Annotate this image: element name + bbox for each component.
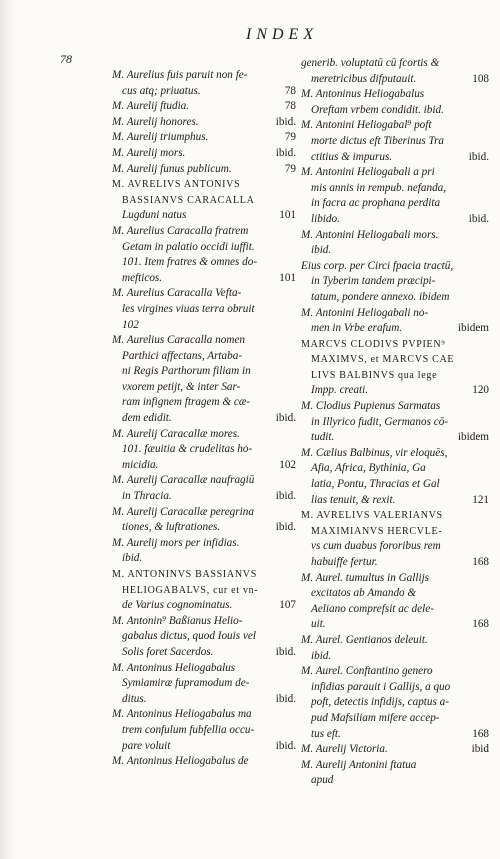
index-page-reference: ibid. [275,146,296,159]
index-entry-text: apud [311,774,334,787]
index-entry-line [301,72,489,88]
index-entry-text: M. Aurelius Caracalla Vefta- [112,287,242,300]
index-entry-line [112,645,296,661]
index-entry-line [301,306,489,322]
index-entry-line [112,99,296,115]
index-entry-text: M. Aurel. Gentianos deleuit. [301,633,428,646]
index-entry-line [301,493,489,509]
index-entry-line [112,473,296,489]
index-entry-line [301,680,489,696]
index-entry-line [301,539,489,555]
index-entry-line [301,165,489,181]
index-entry-text: infidias parauit i Gallijs, a quo [311,680,451,693]
index-page-reference: 101 [279,209,296,222]
index-entry-line [112,739,296,755]
index-entry-text: M. Clodius Pupienus Sarmatas [301,400,441,413]
index-entry-line [112,146,296,162]
index-entry-text: M. Aurelij triumphus. [112,131,209,144]
index-entry-line [301,103,489,119]
index-entry-text: M. Aurel. tumultus in Gallijs [301,571,430,584]
index-entry-text: M. Aurelij Caracallæ peregrina [112,505,254,518]
index-entry-text: Oreftam vrbem condidit. ibid. [311,103,444,116]
index-entry-line [112,676,296,692]
index-entry-line [112,536,296,552]
page-header [60,26,460,48]
index-entry-text: M. Aurelij ftudia. [112,100,190,113]
index-entry-line [112,302,296,318]
index-entry-text: M. Aurelij Caracallæ mores. [112,427,240,440]
index-entry-line [112,240,296,256]
index-page-reference: ibid. [275,692,296,705]
index-entry-line [301,352,489,368]
index-entry-line [301,181,489,197]
index-entry-line [112,754,296,770]
index-entry-text: excitatos ab Amando & [311,587,417,600]
index-entry-text: M. Antonini Heliogabali mors. [301,228,439,241]
index-entry-line [112,614,296,630]
index-entry-line [112,364,296,380]
index-entry-text: Getam in palatio occidi iuffit. [122,240,255,253]
index-entry-text: M. Aurelij honores. [112,115,199,128]
index-entry-text: morte dictus eft Tiberinus Tra [311,134,445,147]
index-entry-text: Afia, Africa, Bythinia, Ga [311,462,426,475]
index-page-reference: ibid. [275,115,296,128]
index-entry-text: 101. Item fratres & omnes do- [122,256,258,269]
running-title: INDEX [246,26,319,43]
index-entry-text: tudit. [311,431,335,444]
index-entry-line [301,321,489,337]
index-entry-text: 102 [122,318,139,331]
index-entry-text: poft, detectis infidijs, captus a- [311,696,449,709]
index-entry-text: M. Antoninus Heliogabalus de [112,755,249,768]
index-entry-line [301,555,489,571]
index-entry-line [112,162,296,178]
index-entry-text: M. Aurelius fuis paruit non fe- [112,69,248,81]
index-entry-line [112,271,296,287]
index-entry-line [112,177,296,193]
index-entry-text: mefticos. [122,271,163,284]
index-entry-line [301,383,489,399]
index-entry-text: Lugduni natus [122,209,187,222]
index-entry-text: ni Regis Parthorum filiam in [122,365,251,378]
index-entry-line [301,773,489,789]
index-entry-text: micidia. [122,458,159,471]
index-page-reference: 78 [284,84,296,97]
index-entry-text: ibid. [122,552,143,565]
index-page-reference: ibidem [457,431,489,444]
index-entry-text: ram infignem ftragem & cæ- [122,396,251,409]
index-entry-line [112,551,296,567]
index-entry-line [112,707,296,723]
index-entry-line [301,695,489,711]
index-entry-line [301,430,489,446]
index-entry-text: MARCVS CLODIVS PVPIEN⁹ [301,338,446,350]
index-entry-line [112,629,296,645]
index-entry-text: M. Antoninus Heliogabalus [112,661,236,674]
index-entry-line [301,508,489,524]
index-page-reference: ibid. [275,739,296,752]
index-entry-text: libido. [311,212,340,225]
index-entry-text: M. Antonin⁹ Baßianus Helio- [112,614,243,627]
index-entry-text: de Varius cognominatus. [122,599,233,612]
index-entry-text: lias tenuit, & rexit. [311,493,396,506]
index-entry-line [301,337,489,353]
index-page-reference: ibid. [275,490,296,503]
index-entry-line [112,723,296,739]
index-entry-text: 101. fæuitia & crudelitas ho- [122,443,253,456]
index-entry-text: Impp. creati. [311,384,369,397]
index-entry-text: in facra ac prophana perdita [311,197,441,210]
index-entry-text: LIVS BALBINVS qua lege [311,369,438,381]
page-number: 78 [60,52,72,66]
index-page-reference: ibid. [275,412,296,425]
index-entry-line [301,602,489,618]
index-page-reference: 79 [284,162,296,175]
index-page-reference: 101 [279,271,296,284]
index-entry-text: Solis foret Sacerdos. [122,645,214,658]
index-entry-text: men in Vrbe erafum. [311,322,403,335]
index-entry-text: M. Antoninus Heliogabalus [301,88,425,101]
index-entry-text: cus atq; priuatus. [122,84,201,97]
index-entry-line [112,442,296,458]
index-entry-line [301,368,489,384]
index-entry-line [301,228,489,244]
index-page-reference: 107 [279,599,296,612]
index-entry-text: in Tyberim tandem præcipi- [311,275,436,288]
index-entry-text: BASSIANVS CARACALLA [122,194,255,206]
index-entry-text: M. Aurelij Victoria. [301,743,388,756]
index-entry-text: pare voluit [122,739,171,752]
index-entry-text: M. Cælius Balbinus, vir eloquēs, [301,446,448,459]
index-entry-line [301,415,489,431]
index-entry-line [112,286,296,302]
index-entry-line [112,318,296,334]
index-page-reference: 168 [472,556,489,568]
index-entry-text: ibid. [311,649,332,662]
index-entry-text: uit. [311,618,326,631]
index-entry-line [112,115,296,131]
index-entry-line [301,461,489,477]
index-entry-line [112,458,296,474]
index-entry-text: vs cum duabus fororibus rem [311,540,441,553]
index-entry-text: MAXIMIANVS HERCVLE- [311,525,443,537]
index-entry-text: pud Mafsiliam mifere accep- [311,711,440,724]
index-entry-text: M. AVRELIVS ANTONIVS [112,179,241,191]
index-page-reference: 78 [284,100,296,113]
index-entry-text: MAXIMVS, et MARCVS CAE [311,354,455,366]
index-entry-line [112,427,296,443]
index-entry-text: Eius corp. per Circi fpacia tractū, [301,259,454,272]
index-entry-line [301,664,489,680]
index-entry-text: M. Aurelius Caracalla nomen [112,334,245,347]
index-entry-line [301,259,489,275]
index-page-reference: ibid [471,743,489,756]
index-entry-line [301,290,489,306]
index-column-left [112,68,296,770]
index-entry-line [301,243,489,259]
index-entry-line [112,224,296,240]
index-page-reference: 108 [472,72,489,85]
index-page-reference: 168 [472,727,489,740]
index-entry-text: Symiamiræ fupramodum de- [122,677,250,690]
index-entry-text: in Illyrico fudit, Germanos cō- [311,415,449,428]
index-entry-text: Aeliano comprefsit ac dele- [311,602,434,615]
index-page-reference: 102 [279,458,296,471]
index-entry-line [301,649,489,665]
index-entry-line [301,196,489,212]
index-entry-line [112,505,296,521]
index-page-reference: 79 [284,131,296,144]
index-entry-line [301,87,489,103]
index-entry-text: meretricibus difputauit. [311,72,417,85]
index-entry-line [112,567,296,583]
index-entry-line [112,130,296,146]
index-entry-text: M. ANTONINVS BASSIANVS [112,569,257,580]
index-page-reference: ibid. [468,212,489,225]
index-entry-text: M. Aurelij Caracallæ naufragiū [112,474,255,487]
index-entry-line [112,349,296,365]
index-entry-text: mis annis in rempub. nefanda, [311,181,447,194]
index-entry-text: dem edidit. [122,412,172,425]
index-entry-text: tiones, & luftrationes. [122,521,221,534]
index-entry-text: M. Aurelij mors per infidias. [112,536,240,549]
index-entry-text: ctitius & impurus. [311,150,393,163]
index-entry-text: Parthici affectans, Artaba- [122,349,243,362]
index-entry-line [112,520,296,536]
index-entry-line [301,477,489,493]
index-entry-line [112,68,296,84]
index-entry-line [301,399,489,415]
index-page-reference: 168 [472,618,489,631]
index-entry-text: vxorem petijt, & inter Sar- [122,380,241,393]
index-entry-text: M. Antonini Heliogabali no- [301,306,429,319]
index-entry-line [301,727,489,743]
index-entry-text: generib. voluptatū cū fcortis & [301,57,440,69]
index-entry-line [112,208,296,224]
index-entry-text: ditus. [122,692,147,705]
index-entry-text: ibid. [311,244,332,257]
index-page-reference: ibid. [275,645,296,658]
index-entry-text: M. AVRELIVS VALERIANVS [301,510,443,522]
index-entry-text: HELIOGABALVS, cur et vn- [122,584,259,596]
index-entry-text: habuiffe fertur. [311,556,378,568]
index-entry-text: gabalus dictus, quod Iouis vel [122,630,256,643]
index-entry-line [112,380,296,396]
index-column-right [301,56,489,789]
page-gutter-shadow [0,0,14,859]
index-page-reference: ibid. [275,521,296,534]
index-entry-line [301,446,489,462]
index-entry-text: trem confulum fubfellia occu- [122,723,255,736]
index-entry-line [301,150,489,166]
index-entry-line [301,571,489,587]
index-entry-text: M. Aurelius Caracalla fratrem [112,224,249,237]
index-entry-line [301,524,489,540]
index-entry-text: M. Aurel. Conftantino genero [301,665,433,678]
index-entry-line [301,56,489,72]
index-entry-line [301,118,489,134]
index-entry-line [301,617,489,633]
index-entry-line [301,633,489,649]
index-entry-text: tus eft. [311,727,341,740]
index-page-reference: 121 [472,493,489,506]
index-entry-line [112,395,296,411]
index-entry-line [301,758,489,774]
index-entry-line [301,212,489,228]
index-entry-line [112,84,296,100]
index-entry-line [112,489,296,505]
index-entry-text: les virgines viuas terra obruit [122,302,255,315]
index-entry-line [112,333,296,349]
index-entry-text: M. Aurelij Antonini ftatua [301,758,417,771]
index-entry-text: tatum, pondere annexo. ibidem [311,290,450,303]
index-entry-line [112,583,296,599]
index-entry-line [112,661,296,677]
index-page-reference: ibid. [468,150,489,163]
index-entry-line [301,586,489,602]
index-entry-text: in Thracia. [122,490,172,503]
index-entry-text: M. Antoninus Heliogabalus ma [112,708,252,721]
index-entry-line [112,598,296,614]
index-page-reference: ibidem [457,322,489,335]
index-entry-text: latia, Pontu, Thracias et Gal [311,478,440,491]
index-entry-line [112,411,296,427]
index-entry-text: M. Antonini Heliogabal⁹ poft [301,119,432,132]
index-entry-line [301,134,489,150]
index-entry-line [301,274,489,290]
index-entry-line [112,193,296,209]
index-entry-text: M. Aurelij funus publicum. [112,162,232,175]
index-entry-text: M. Antonini Heliogabali a pri [301,166,435,179]
index-entry-line [112,692,296,708]
index-entry-line [112,255,296,271]
index-entry-text: M. Aurelij mors. [112,146,186,159]
index-entry-line [301,711,489,727]
index-entry-line [301,742,489,758]
index-page-reference: 120 [472,384,489,397]
